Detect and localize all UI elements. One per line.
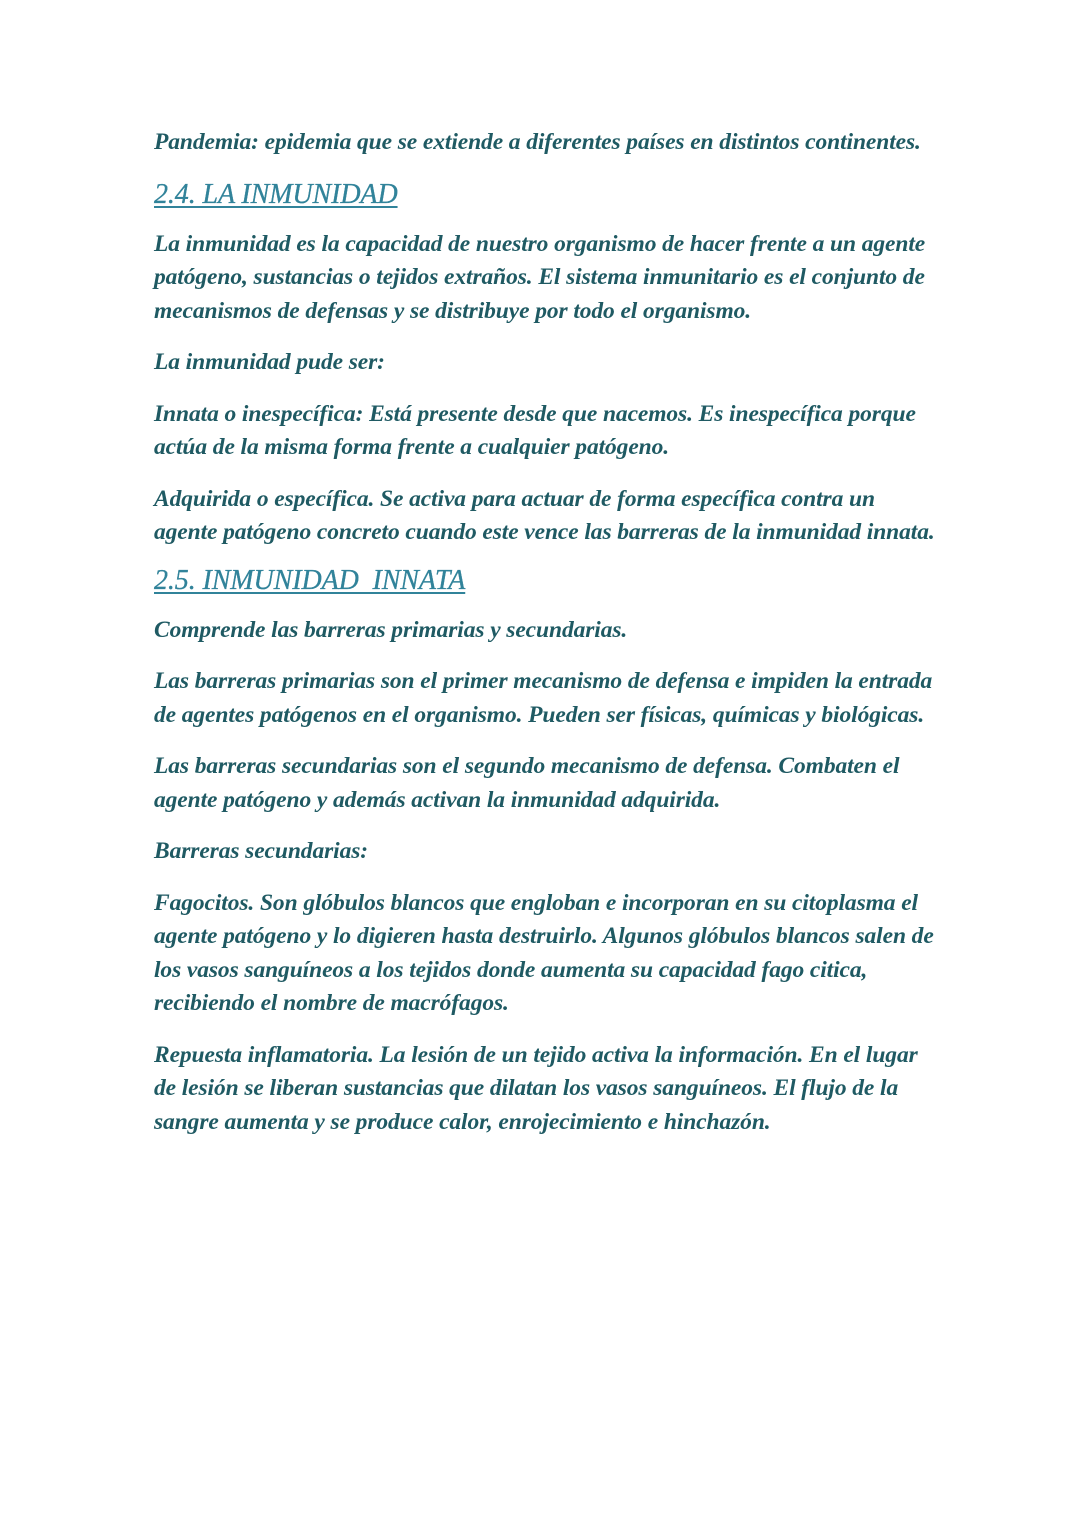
paragraph-respuesta-inflamatoria: Repuesta inflamatoria. La lesión de un tejido activa la información. En el lugar de lesión se liberan sustancias que dilatan los vasos sanguíneos. El flujo de la sangre aumenta y se produce calor, enrojecimiento e hinchazón. [154,1041,918,1135]
paragraph-pandemia-definition: Pandemia: epidemia que se extiende a diferentes países en distintos continentes. [154,129,921,155]
paragraph-inmunidad-definition: La inmunidad es la capacidad de nuestro organismo de hacer frente a un agente patógeno, sustancias o tejidos extraños. El sistema inmunitario es el conjunto de mecanismos de defensas y se distribuye por todo el organismo. [154,230,926,324]
paragraph-inmunidad-innata: Innata o inespecífica: Está presente desde que nacemos. Es inespecífica porque actúa de la misma forma frente a cualquier patógeno. [154,400,916,460]
paragraph-barreras-secundarias-label: Barreras secundarias: [154,838,369,864]
paragraph-barreras-primarias: Las barreras primarias son el primer mecanismo de defensa e impiden la entrada de agentes patógenos en el organismo. Pueden ser físicas, químicas y biológicas. [154,668,933,728]
paragraph-fagocitos: Fagocitos. Son glóbulos blancos que engloban e incorporan en su citoplasma el agente patógeno y lo digieren hasta destruirlo. Algunos glóbulos blancos salen de los vasos sanguíneos a los tejidos donde aumenta su capacidad fago citica, recibiendo el nombre de macrófagos. [154,889,934,1016]
paragraph-inmunidad-adquirida: Adquirida o específica. Se activa para actuar de forma específica contra un agente patógeno concreto cuando este vence las barreras de la inmunidad innata. [154,485,935,545]
document-page [154,126,944,1157]
paragraph-inmunidad-tipos-intro: La inmunidad pude ser: [154,349,385,375]
section-heading-inmunidad-innata: 2.5. INMUNIDAD INNATA [154,564,466,596]
section-heading-la-inmunidad: 2.4. LA INMUNIDAD [154,178,398,210]
paragraph-barreras-intro: Comprende las barreras primarias y secundarias. [154,616,628,643]
paragraph-barreras-secundarias: Las barreras secundarias son el segundo mecanismo de defensa. Combaten el agente patógeno y además activan la inmunidad adquirida. [154,753,900,813]
